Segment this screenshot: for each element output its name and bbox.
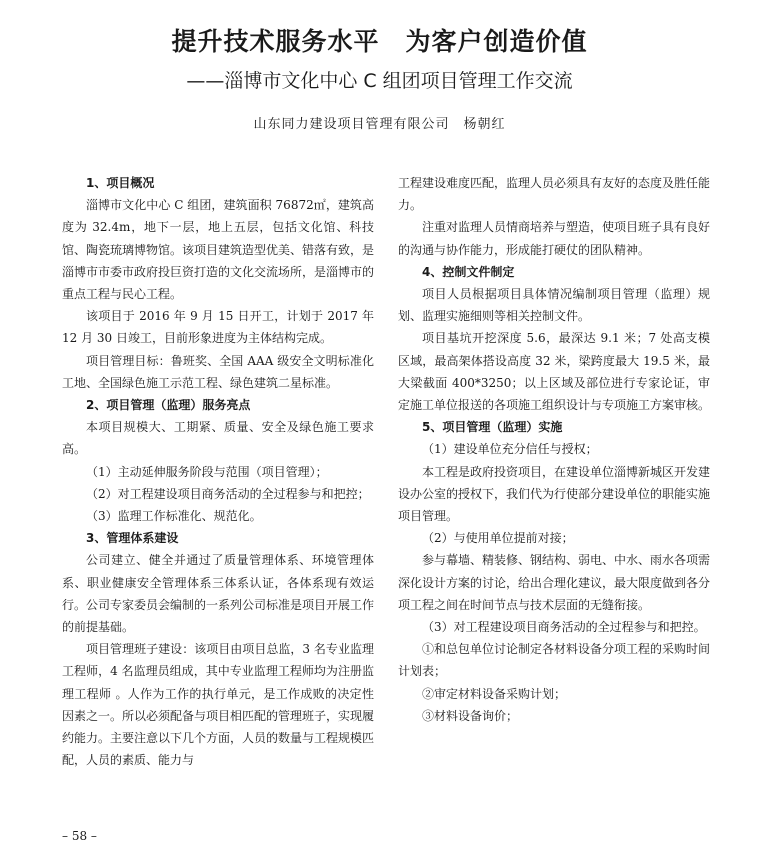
section-heading: 2、项目管理（监理）服务亮点	[86, 398, 251, 413]
paragraph: 工程建设难度匹配，监理人员必须具有友好的态度及胜任能力。	[398, 176, 711, 213]
paragraph: （2）对工程建设项目商务活动的全过程参与和把控；	[86, 486, 370, 501]
paragraph: 参与幕墙、精装修、钢结构、弱电、中水、雨水各项需深化设计方案的讨论，给出合理化建议，最大限度做到各分项工程之间在时间节点与技术层面的无缝衔接。	[398, 553, 711, 612]
section-heading: 5、项目管理（监理）实施	[422, 420, 563, 435]
paragraph: （3）监理工作标准化、规范化。	[86, 509, 262, 524]
paragraph: 淄博市文化中心 C 组团，建筑面积 76872㎡，建筑高度为 32.4m，地下一层，地上五层，包括文化馆、科技馆、陶瓷琉璃博物馆。该项目建筑造型优美、错落有致，是淄博市市委市政府投巨资打造的文化交流场所，是淄博市的重点工程与民心工程。	[62, 198, 375, 302]
paragraph: 项目人员根据项目具体情况编制项目管理（监理）规划、监理实施细则等相关控制文件。	[398, 287, 710, 324]
paragraph: （2）与使用单位提前对接；	[422, 531, 574, 546]
paragraph: 该项目于 2016 年 9 月 15 日开工，计划于 2017 年 12 月 30 日竣工，目前形象进度为主体结构完成。	[62, 309, 374, 346]
paragraph: 公司建立、健全并通过了质量管理体系、环境管理体系、职业健康安全管理体系三体系认证，各体系现有效运行。公司专家委员会编制的一系列公司标准是项目开展工作的前提基础。	[62, 553, 375, 635]
paragraph: 注重对监理人员情商培养与塑造，使项目班子具有良好的沟通与协作能力，形成能打硬仗的团队精神。	[398, 220, 711, 257]
section-heading: 1、项目概况	[86, 176, 155, 190]
paragraph: 本项目规模大、工期紧、质量、安全及绿色施工要求高。	[62, 420, 374, 457]
paragraph: 项目管理目标：鲁班奖、全国 AAA 级安全文明标准化工地、全国绿色施工示范工程、绿色建筑二星标准。	[62, 353, 374, 390]
paragraph: 项目管理班子建设：该项目由项目总监，3 名专业监理工程师，4 名监理员组成，其中专业监理工程师均为注册监理工程师 。人作为工作的执行单元，是工作成败的决定性因素之一。所以必须配备与项目相匹配的管理班子，实现履约能力。主要注意以下几个方面，人员的数量与工程规模匹配，人员的素质、能力与	[62, 642, 375, 768]
paragraph: （3）对工程建设项目商务活动的全过程参与和把控。	[422, 620, 706, 635]
article-subtitle: ——淄博市文化中心 C 组团项目管理工作交流	[186, 70, 573, 92]
right-column	[398, 172, 710, 727]
paragraph: 本工程是政府投资项目，在建设单位淄博新城区开发建设办公室的授权下，我们代为行使部分建设单位的职能实施项目管理。	[398, 464, 711, 524]
paragraph: ①和总包单位讨论制定各材料设备分项工程的采购时间计划表；	[398, 642, 711, 679]
author-line: 山东同力建设项目管理有限公司 杨朝红	[253, 117, 506, 132]
paragraph: ②审定材料设备采购计划；	[422, 686, 567, 701]
paragraph: ③材料设备询价；	[422, 708, 519, 723]
left-column	[62, 172, 374, 771]
section-heading: 4、控制文件制定	[422, 264, 515, 279]
paragraph: （1）建设单位充分信任与授权；	[422, 442, 598, 457]
article-title: 提升技术服务水平 为客户创造价值	[171, 27, 588, 56]
paragraph: （1）主动延伸服务阶段与范围（项目管理）；	[86, 464, 328, 479]
page-number: – 58 –	[62, 829, 97, 843]
paragraph: 项目基坑开挖深度 5.6，最深达 9.1 米；7 处高支模区域，最高架体搭设高度 32 米，梁跨度最大 19.5 米，最大梁截面 400*3250；以上区域及部位进行专家论证，审定施工单位报送的各项施工组织设计与专项施工方案审核。	[398, 331, 711, 413]
section-heading: 3、管理体系建设	[86, 531, 179, 546]
